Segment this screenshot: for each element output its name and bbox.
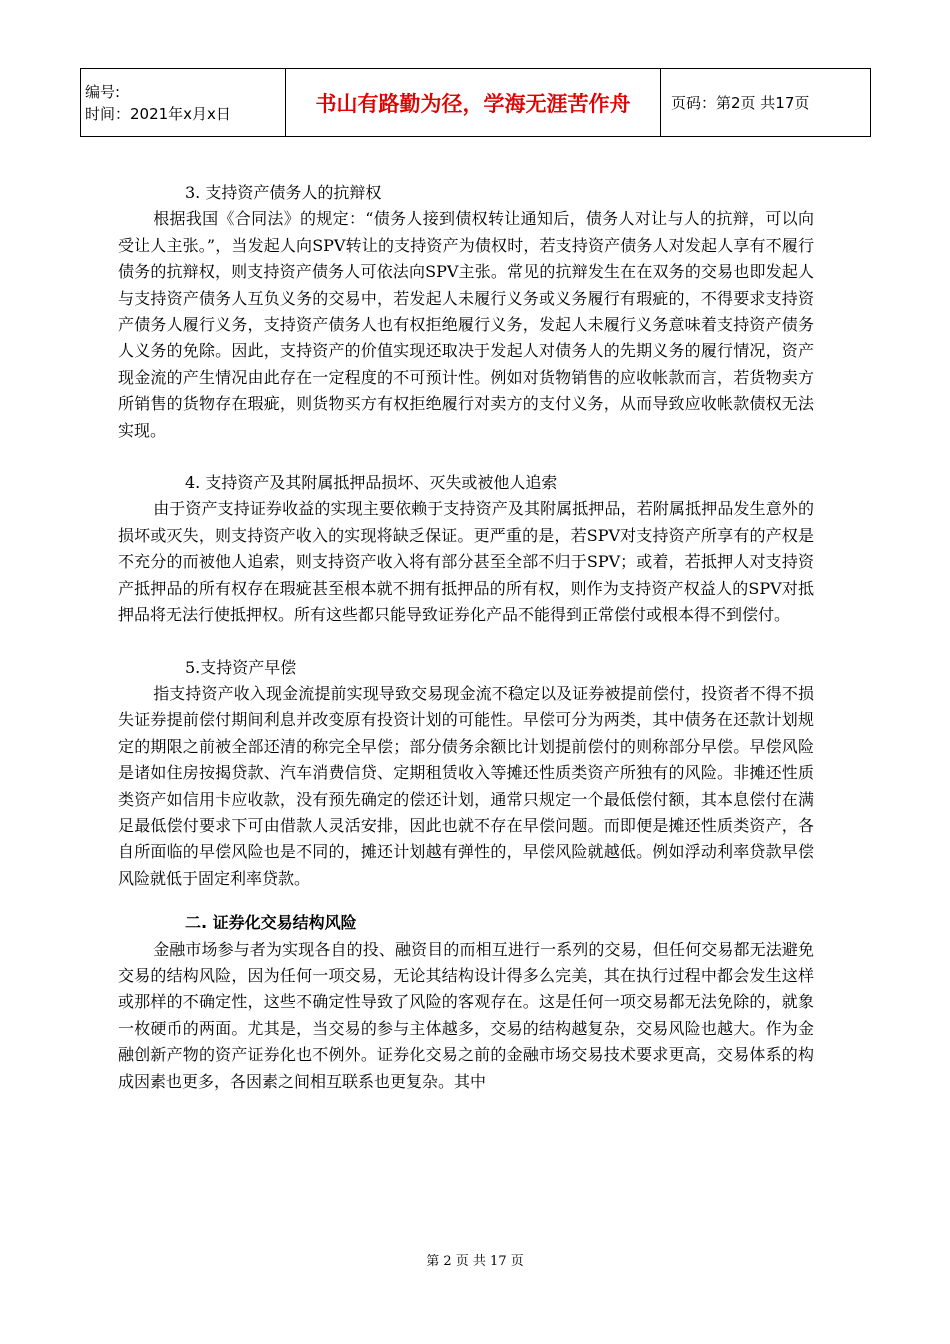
page-footer: 第 2 页 共 17 页 bbox=[426, 1254, 524, 1269]
section-paragraph: 根据我国《合同法》的规定：“债务人接到债权转让通知后，债务人对让与人的抗辩，可以向受让人主张。”，当发起人向SPV转让的支持资产为债权时，若支持资产债务人对发起人享有不履行债务的抗辩权，则支持资产债务人可依法向SPV主张。常见的抗辩发生在在双务的交易也即发起人与支持资产债务人互负义务的交易中，若发起人未履行义务或义务履行有瑕疵的，不得要求支持资产债务人履行义务，支持资产债务人也有权拒绝履行义务，发起人未履行义务意味着支持资产债务人义务的免除。因此，支持资产的价值实现还取决于发起人对债务人的先期义务的履行情况，资产现金流的产生情况由此存在一定程度的不可预计性。例如对货物销售的应收帐款而言，若货物卖方所销售的货物存在瑕疵，则货物买方有权拒绝履行对卖方的支付义务，从而导致应收帐款债权无法实现。 bbox=[118, 209, 814, 440]
time-label: 时间：2021年x月x日 bbox=[85, 104, 231, 123]
header-meta bbox=[81, 69, 286, 137]
number-label: 编号: bbox=[85, 82, 121, 101]
section-paragraph: 指支持资产收入现金流提前实现导致交易现金流不稳定以及证券被提前偿付，投资者不得不损失证券提前偿付期间利息并改变原有投资计划的可能性。早偿可分为两类，其中债务在还款计划规定的期限之前被全部还清的称完全早偿；部分债务余额比计划提前偿付的则称部分早偿。早偿风险是诸如住房按揭贷款、汽车消费信贷、定期租赁收入等摊还性质类资产所独有的风险。非摊还性质类资产如信用卡应收款，没有预先确定的偿还计划，通常只规定一个最低偿付额，其本息偿付在满足最低偿付要求下可由借款人灵活安排，因此也就不存在早偿问题。而即便是摊还性质类资产，各自所面临的早偿风险也是不同的，摊还计划越有弹性的，早偿风险就越低。例如浮动利率贷款早偿风险就低于固定利率贷款。 bbox=[118, 683, 814, 888]
section-paragraph: 金融市场参与者为实现各自的投、融资目的而相互进行一系列的交易，但任何交易都无法避免交易的结构风险，因为任何一项交易，无论其结构设计得多么完美，其在执行过程中都会发生这样或那样的不确定性，这些不确定性导致了风险的客观存在。这是任何一项交易都无法免除的，就象一枚硬币的两面。尤其是，当交易的参与主体越多，交易的结构越复杂，交易风险也越大。作为金融创新产物的资产证券化也不例外。证券化交易之前的金融市场交易技术要求更高，交易体系的构成因素也更多，各因素之间相互联系也更复杂。其中 bbox=[118, 939, 814, 1091]
header-table bbox=[80, 68, 871, 137]
section-heading: 3. 支持资产债务人的抗辩权 bbox=[185, 183, 382, 202]
section-heading: 4. 支持资产及其附属抵押品损坏、灭失或被他人追索 bbox=[185, 473, 558, 493]
section-paragraph: 由于资产支持证券收益的实现主要依赖于支持资产及其附属抵押品，若附属抵押品发生意外的损坏或灭失，则支持资产收入的实现将缺乏保证。更严重的是，若SPV对支持资产所享有的产权是不充分的而被他人追索，则支持资产收入将有部分甚至全部不归于SPV；或着，若抵押人对支持资产抵押品的所有权存在瑕疵甚至根本就不拥有抵押品的所有权，则作为支持资产权益人的SPV对抵押品将无法行使抵押权。所有这些都只能导致证券化产品不能得到正常偿付或根本得不到偿付。 bbox=[118, 499, 814, 625]
header-page-info: 页码：第2页 共17页 bbox=[661, 69, 871, 137]
header-motto: 书山有路勤为径，学海无涯苦作舟 bbox=[286, 69, 661, 137]
section-heading: 5.支持资产早偿 bbox=[185, 657, 297, 677]
document-body bbox=[118, 180, 814, 1095]
chapter-heading: 二. 证券化交易结构风险 bbox=[185, 913, 357, 933]
